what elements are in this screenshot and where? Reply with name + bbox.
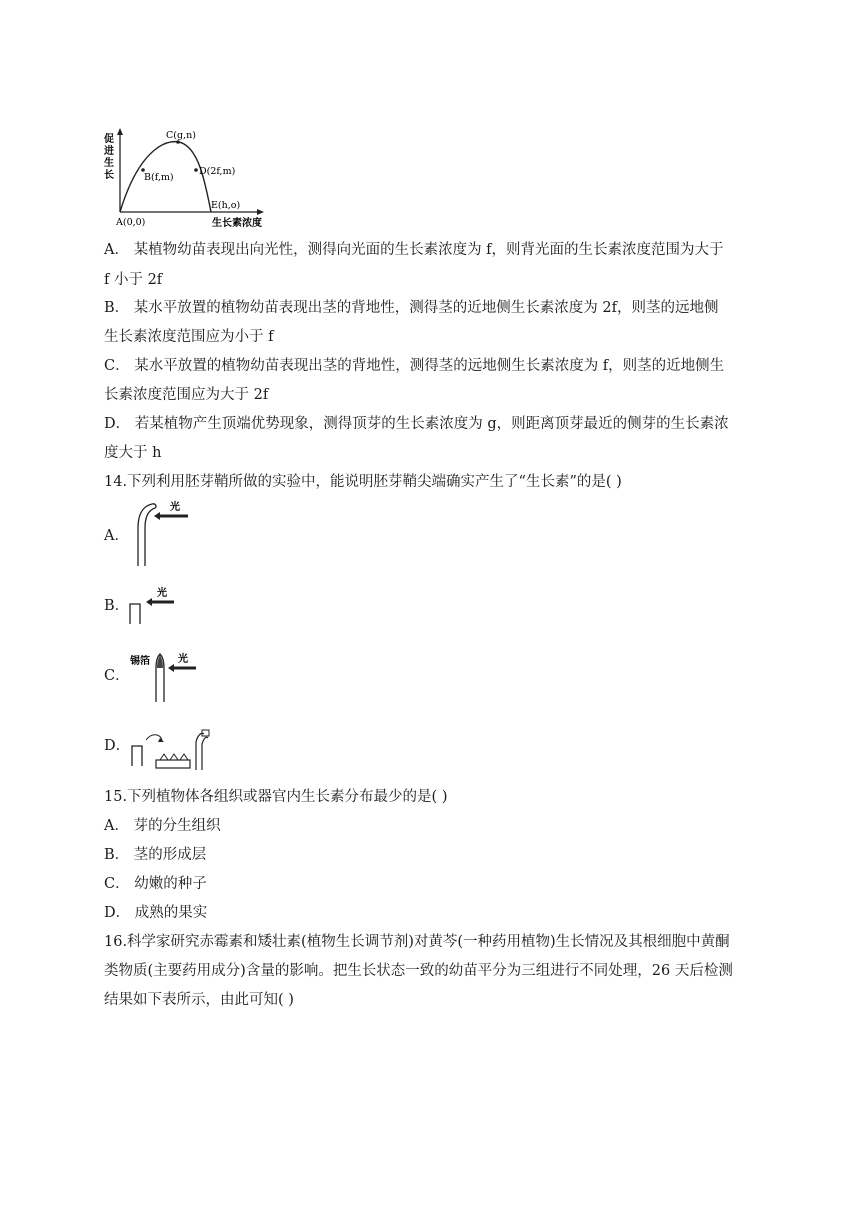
q13-option-c-line2: 长素浓度范围应为大于 2f xyxy=(104,387,269,403)
graph-xlabel: 生长素浓度 xyxy=(212,218,262,229)
q13-option-b-line2: 生长素浓度范围应为小于 f xyxy=(104,329,274,345)
q14-c-foil-label: 锡箔 xyxy=(130,656,150,667)
q15-stem: 15.下列植物体各组织或器官内生长素分布最少的是( ) xyxy=(104,789,448,805)
q14-option-c-label: C． xyxy=(104,668,130,684)
point-a-label: A(0,0) xyxy=(116,217,146,228)
q14-option-a-figure xyxy=(130,498,194,568)
q14-option-b-label: B． xyxy=(104,598,130,614)
q14-option-a-label: A． xyxy=(104,528,129,544)
ylabel-char-3: 生 xyxy=(104,158,114,169)
q13-option-b-line1: B． 某水平放置的植物幼苗表现出茎的背地性，测得茎的近地侧生长素浓度为 2f，则茎的远地侧 xyxy=(104,300,719,316)
point-b-label: B(f,m) xyxy=(144,172,174,183)
point-e-label: E(h,o) xyxy=(211,200,241,211)
ylabel-char-1: 促 xyxy=(104,134,114,145)
q13-option-a-line1: A． 某植物幼苗表现出向光性，测得向光面的生长素浓度为 f，则背光面的生长素浓度范围为大于 xyxy=(104,242,724,258)
q14-option-b-figure xyxy=(126,584,186,626)
q15-option-b: B． 茎的形成层 xyxy=(104,847,207,863)
q15-option-d: D． 成熟的果实 xyxy=(104,905,208,921)
q13-option-c-line1: C． 某水平放置的植物幼苗表现出茎的背地性，测得茎的远地侧生长素浓度为 f，则茎的近地侧生 xyxy=(104,358,725,374)
point-c-label: C(g,n) xyxy=(166,130,196,141)
q14-option-c-figure xyxy=(130,650,202,704)
q14-stem: 14.下列利用胚芽鞘所做的实验中，能说明胚芽鞘尖端确实产生了“生长素”的是( ) xyxy=(104,474,622,490)
q14-c-light-label: 光 xyxy=(178,654,188,665)
q13-option-d-line1: D． 若某植物产生顶端优势现象，测得顶芽的生长素浓度为 g，则距离顶芽最近的侧芽的生长素浓 xyxy=(104,416,729,432)
ylabel-char-2: 进 xyxy=(104,146,114,157)
point-d-dot xyxy=(194,168,198,172)
q15-option-a: A． 芽的分生组织 xyxy=(104,818,221,834)
q16-stem-line3: 结果如下表所示，由此可知( ) xyxy=(104,992,294,1008)
ylabel-char-4: 长 xyxy=(104,170,114,181)
q16-stem-line2: 类物质(主要药用成分)含量的影响。把生长状态一致的幼苗平分为三组进行不同处理，26 天后检测 xyxy=(104,963,733,979)
q13-option-a-line2: f 小于 2f xyxy=(104,272,163,288)
q13-option-d-line2: 度大于 h xyxy=(104,445,162,461)
q16-stem-line1: 16.科学家研究赤霉素和矮壮素(植物生长调节剂)对黄芩(一种药用植物)生长情况及其根细胞中黄酮 xyxy=(104,934,730,950)
point-d-label: D(2f,m) xyxy=(199,166,236,177)
q14-b-light-label: 光 xyxy=(157,588,167,599)
q14-a-light-label: 光 xyxy=(170,502,180,513)
q14-option-d-figure xyxy=(128,724,212,772)
q14-option-d-label: D． xyxy=(104,738,131,754)
q15-option-c: C． 幼嫩的种子 xyxy=(104,876,207,892)
auxin-growth-curve-graph xyxy=(100,126,280,230)
